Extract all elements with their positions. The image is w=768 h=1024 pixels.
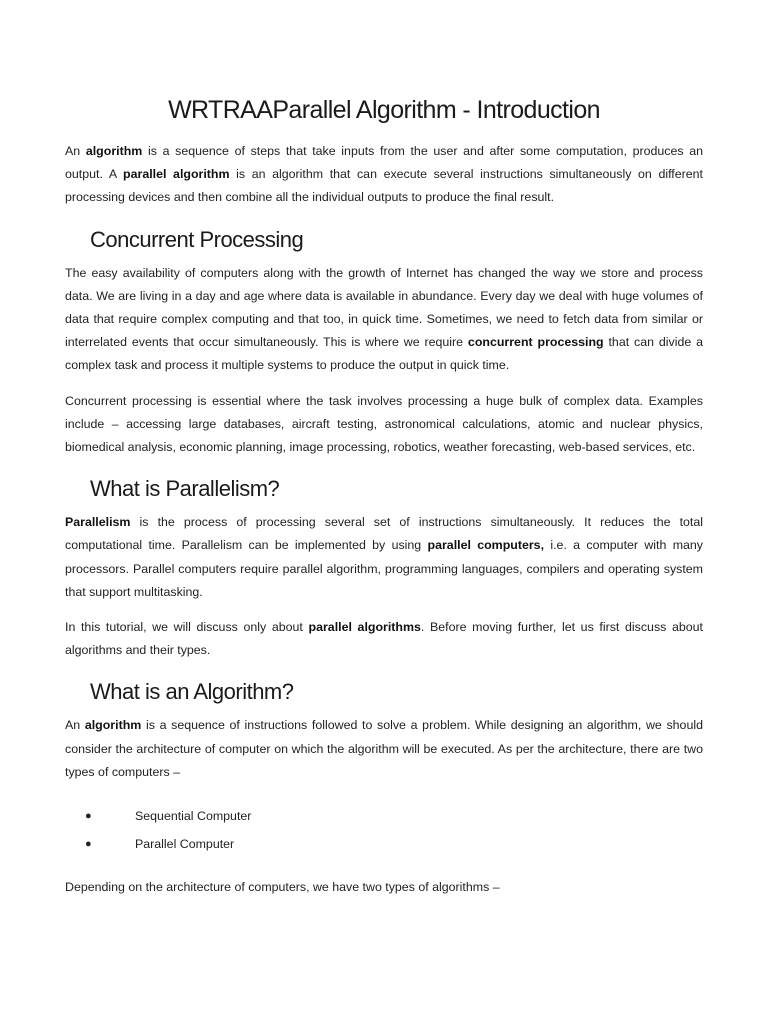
algorithm-bold-term: algorithm — [84, 718, 142, 733]
algorithm-paragraph-1 — [65, 714, 703, 784]
heading-what-is-parallelism: What is Parallelism? — [90, 476, 280, 502]
parallelism-text-1: is the process of processing several set of instructions simultaneously. It reduces the total computational time. Parallelism can be implemented by using — [65, 515, 703, 553]
list-item-label: Sequential Computer — [135, 809, 252, 824]
parallelism-p2-text-2: . Before moving further, let us first discuss about algorithms and their types. — [65, 620, 703, 658]
heading-what-is-an-algorithm: What is an Algorithm? — [90, 679, 294, 705]
intro-text-1: An — [65, 144, 86, 158]
parallelism-bold-parallel-computers: parallel computers, — [427, 538, 545, 553]
page-title: WRTRAAParallel Algorithm - Introduction — [168, 96, 600, 124]
parallelism-text-2: i.e. a computer with many processors. Parallel computers require parallel algorithm, programming languages, compilers and operating system that support multitasking. — [65, 538, 703, 599]
algorithm-text-2: is a sequence of instructions followed to solve a problem. While designing an algorithm, we should consider the architecture of computer on which the algorithm will be executed. As per the architecture, there are two types of computers – — [65, 718, 703, 779]
intro-paragraph — [65, 140, 703, 210]
concurrent-text-2: that can divide a complex task and process it multiple systems to produce the output in quick time. — [65, 335, 704, 373]
parallelism-paragraph-1 — [65, 511, 703, 604]
intro-bold-algorithm: algorithm — [85, 144, 143, 158]
list-item-label: Parallel Computer — [135, 837, 235, 852]
list-item — [65, 830, 703, 858]
list-item — [65, 802, 703, 830]
bullet-icon: ● — [85, 838, 92, 851]
parallelism-p2-text-1: In this tutorial, we will discuss only about — [65, 620, 309, 635]
intro-text-3: is an algorithm that can execute several instructions simultaneously on different processing devices and then combine all the individual outputs to produce the final result. — [65, 167, 703, 205]
bullet-icon: ● — [85, 810, 92, 823]
intro-text-2: is a sequence of steps that take inputs from the user and after some computation, produces an output. A — [65, 144, 703, 182]
parallelism-bold-term: Parallelism — [65, 515, 131, 530]
heading-concurrent-processing: Concurrent Processing — [90, 226, 304, 252]
document-page — [65, 92, 703, 899]
concurrent-bold-term: concurrent processing — [467, 335, 604, 350]
concurrent-paragraph-1 — [65, 262, 703, 378]
algorithm-text-1: An — [65, 718, 85, 733]
intro-bold-parallel-algorithm: parallel algorithm — [123, 167, 230, 182]
concurrent-paragraph-2: Concurrent processing is essential where the task involves processing a huge bulk of complex data. Examples include – accessing large databases, aircraft testing, astronomical calculations, atomic and nuclear physics, biomedical analysis, economic planning, image processing, robotics, weather forecasting, web-based services, etc. — [65, 393, 703, 455]
parallelism-bold-parallel-algorithms: parallel algorithms — [308, 620, 421, 635]
computer-types-list — [65, 802, 703, 858]
concurrent-text-1: The easy availability of computers along with the growth of Internet has changed the way we store and process data. We are living in a day and age where data is available in abundance. Every day we deal with huge volumes of data that require complex computing and that too, in quick time. Sometimes, we need to fetch data from similar or interrelated events that occur simultaneously. This is where we require — [65, 265, 703, 350]
algorithm-paragraph-2: Depending on the architecture of computers, we have two types of algorithms – — [65, 880, 500, 895]
parallelism-paragraph-2 — [65, 616, 703, 662]
